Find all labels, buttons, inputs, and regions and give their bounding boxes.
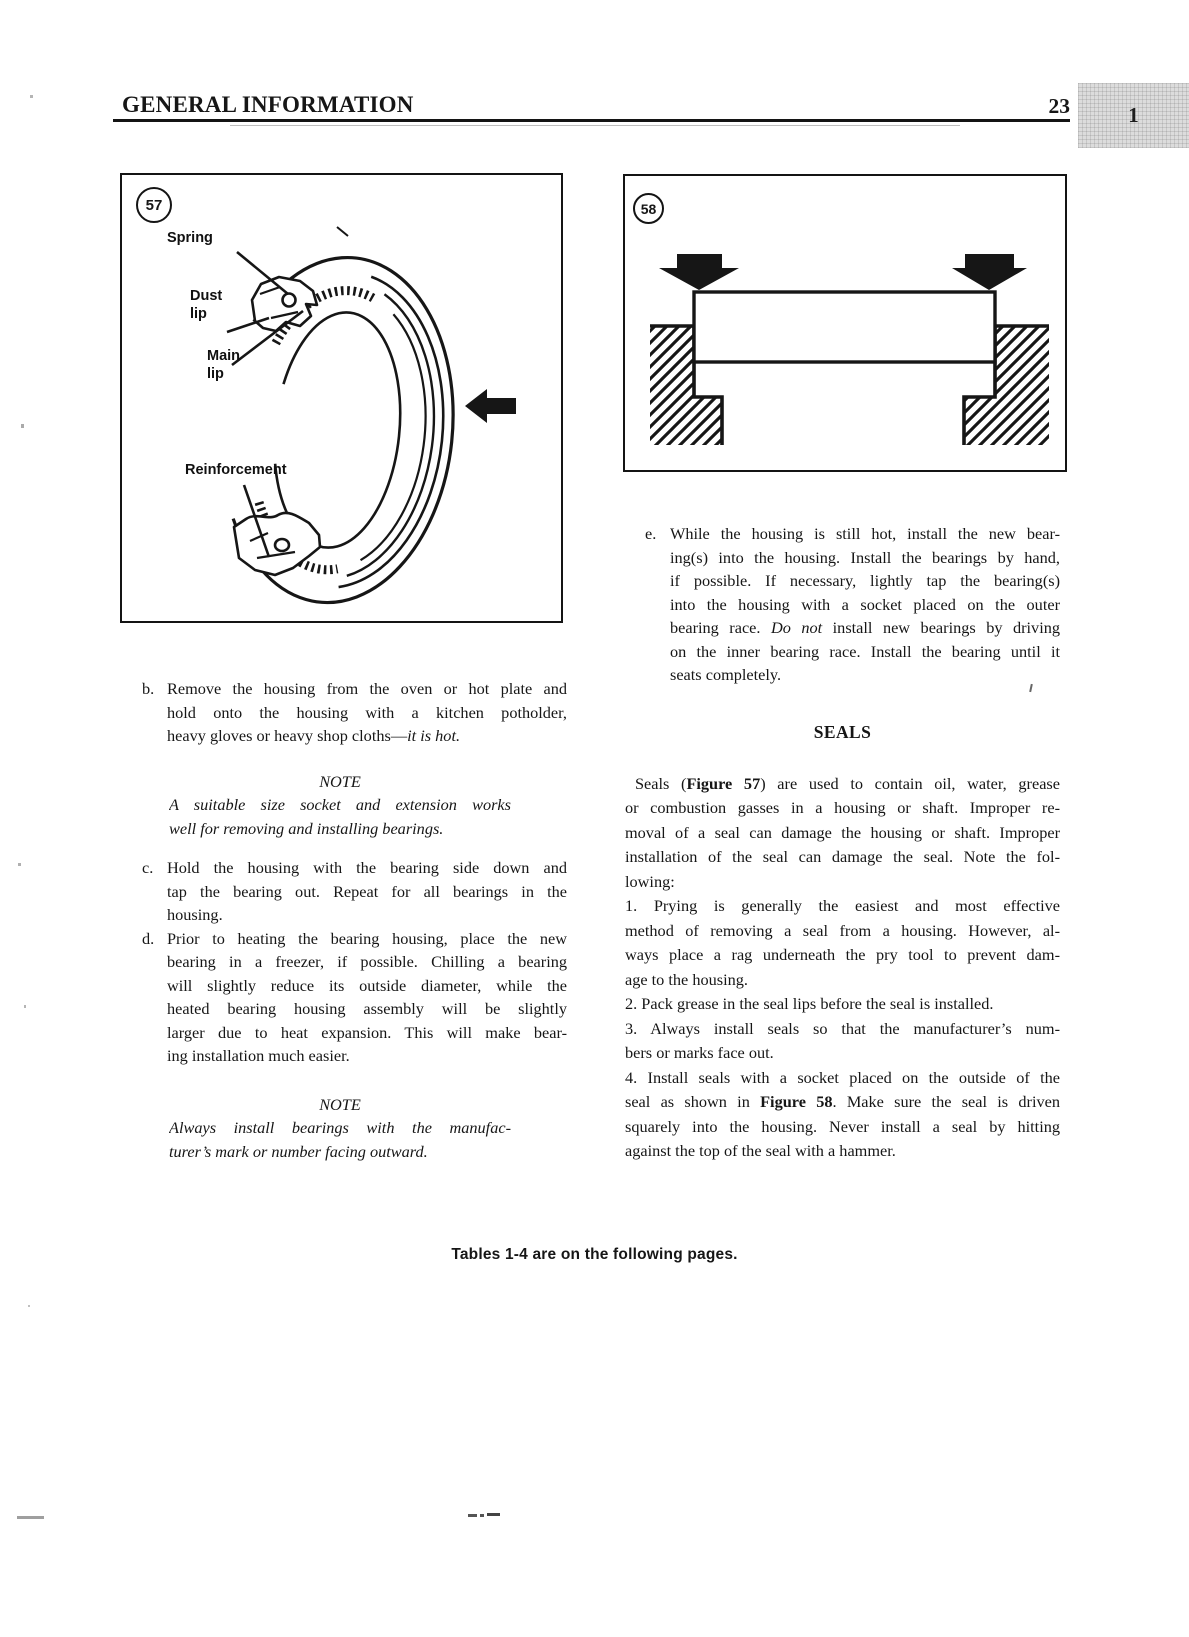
text-line (167, 724, 567, 748)
text-run: A suitable size socket and extension works (169, 795, 511, 814)
text-run: method of removing a seal from a housing. However, al- (625, 920, 1060, 940)
text-line (167, 701, 567, 725)
text-line (625, 845, 1060, 870)
text-line (167, 927, 567, 951)
label-text: lip (190, 306, 207, 322)
text-run: or combustion gasses in a housing or shaft. Improper re- (625, 798, 1060, 817)
note-title: NOTE (319, 1094, 361, 1114)
label-text: Spring (167, 230, 213, 246)
text-run: age to the housing. (625, 969, 748, 989)
down-arrow-left-icon (659, 254, 739, 290)
text-line (625, 772, 1060, 797)
seal-bar (694, 292, 995, 362)
text-line (169, 817, 511, 841)
text-run: into the housing with a socket placed on the outer (670, 594, 1060, 614)
scan-artifact (487, 1513, 500, 1516)
text-run: tap the bearing out. Repeat for all bearings in the (167, 881, 567, 901)
text-run: bearing race. (670, 618, 771, 637)
step-c (142, 856, 567, 927)
page-title: GENERAL INFORMATION (122, 92, 414, 117)
figure-label-main-lip (207, 347, 240, 383)
text-run: hold onto the housing with a kitchen potholder, (167, 702, 567, 722)
figure-number-badge (136, 187, 172, 223)
seal-point-2 (625, 992, 1060, 1017)
text-run: 3. Always install seals so that the manufacturer’s num- (625, 1018, 1060, 1038)
scan-artifact (468, 1514, 477, 1517)
text-run: Remove the housing from the oven or hot plate and (167, 679, 567, 698)
figure-58 (623, 174, 1067, 472)
text-run: it is hot. (407, 726, 461, 745)
label-text: Main (207, 348, 241, 364)
right-column (625, 522, 1060, 1164)
figure-number: 58 (640, 200, 657, 217)
figure-label-dust-lip (190, 287, 222, 323)
seals-intro (625, 772, 1060, 895)
figure-label-spring (167, 229, 213, 247)
text-line (625, 1115, 1060, 1140)
scan-artifact (17, 1516, 44, 1519)
text-run: well for removing and installing bearings. (169, 818, 444, 838)
scan-artifact (30, 95, 33, 98)
scan-artifact (21, 424, 24, 428)
text-line (625, 992, 1060, 1017)
text-run: turer’s mark or number facing outward. (169, 1141, 428, 1161)
stray-scan-mark (337, 227, 348, 236)
down-arrow-right-icon (952, 254, 1027, 290)
scan-artifact (480, 1514, 484, 1517)
text-run: lowing: (625, 871, 675, 891)
text-run: Figure 58 (760, 1092, 833, 1111)
text-line (167, 950, 567, 974)
figure-57 (120, 173, 563, 623)
text-line (670, 593, 1060, 617)
figure-label-reinforcement (185, 461, 287, 479)
text-line (670, 569, 1060, 593)
seal-face-line-2 (347, 293, 448, 583)
text-line (169, 1116, 511, 1140)
label-text: lip (207, 366, 224, 382)
text-line (625, 1017, 1060, 1042)
text-line (670, 522, 1060, 546)
header-rule-shadow (230, 125, 960, 126)
text-line (167, 880, 567, 904)
text-line (670, 640, 1060, 664)
header-rule (113, 119, 1070, 122)
text-run: seal as shown in (625, 1092, 761, 1111)
text-run: on the inner bearing race. Install the bearing until it (670, 641, 1060, 661)
text-line (167, 1021, 567, 1045)
text-line (670, 616, 1060, 640)
figure-number: 57 (145, 196, 163, 214)
text-line (167, 997, 567, 1021)
left-column (142, 677, 567, 1163)
text-run: squarely into the housing. Never install a seal by hitting (625, 1116, 1060, 1136)
step-e (625, 522, 1060, 687)
note-bearing-mark (169, 1093, 511, 1164)
label-text: Dust (190, 288, 223, 304)
text-run: install new bearings by driving (822, 618, 1060, 637)
text-run: Seals ( (635, 773, 687, 793)
text-run: bers or marks face out. (625, 1043, 774, 1062)
seal-point-3 (625, 1017, 1060, 1066)
text-run: ) are used to contain oil, water, grease (760, 773, 1060, 793)
text-run: installation of the seal can damage the seal. Note the fol- (625, 847, 1060, 866)
text-run: ing installation much easier. (167, 1046, 350, 1065)
text-run: ing(s) into the housing. Install the bearings by hand, (670, 547, 1060, 567)
text-line (625, 919, 1060, 944)
text-line (167, 974, 567, 998)
text-line (625, 943, 1060, 968)
text-run: Prior to heating the bearing housing, place the new (167, 928, 567, 948)
text-run: 4. Install seals with a socket placed on the outside of the (625, 1067, 1060, 1087)
text-run: will slightly reduce its outside diameter, while the (167, 975, 567, 995)
text-line (625, 894, 1060, 919)
text-run: larger due to heat expansion. This will make bear- (167, 1022, 567, 1042)
text-line (169, 1140, 511, 1164)
text-run: Hold the housing with the bearing side down and (167, 858, 567, 877)
text-run: seats completely. (670, 665, 782, 684)
list-marker: d. (142, 928, 155, 948)
scan-artifact (28, 1305, 30, 1307)
footer-note: Tables 1-4 are on the following pages. (451, 1246, 738, 1263)
note-title: NOTE (319, 771, 361, 791)
text-run: 1. Prying is generally the easiest and most effective (625, 896, 1060, 915)
list-marker: e. (645, 524, 657, 543)
step-d (142, 927, 567, 1068)
text-run: heavy gloves or heavy shop cloths— (167, 726, 408, 745)
seal-installation-illustration (625, 176, 1064, 469)
list-marker: b. (142, 679, 155, 698)
section-heading-seals: SEALS (813, 721, 872, 742)
chapter-tab-label: 1 (1128, 103, 1139, 127)
text-run: bearing in a freezer, if possible. Chilling a bearing (167, 952, 567, 971)
text-line (625, 1066, 1060, 1091)
label-text: Reinforcement (185, 462, 287, 478)
text-line (670, 546, 1060, 570)
scan-artifact (24, 1005, 26, 1008)
text-run: Do not (770, 618, 823, 637)
text-run: ways place a rag underneath the pry tool to prevent dam- (625, 945, 1060, 964)
text-line (167, 1044, 567, 1068)
page-number: 23 (1048, 94, 1070, 118)
spring-detail-lower (275, 539, 289, 551)
text-line (670, 663, 1060, 687)
text-line (167, 903, 567, 927)
text-line (625, 796, 1060, 821)
text-line (625, 1139, 1060, 1164)
text-line (625, 870, 1060, 895)
text-line (169, 793, 511, 817)
text-line (625, 1041, 1060, 1066)
text-line (625, 1090, 1060, 1115)
step-b (142, 677, 567, 748)
list-marker: c. (142, 858, 154, 877)
text-run: heated bearing housing assembly will be slightly (167, 999, 567, 1018)
seal-point-1 (625, 894, 1060, 992)
left-arrow-icon (465, 389, 516, 423)
text-run: . Make sure the seal is driven (832, 1092, 1060, 1111)
text-run: While the housing is still hot, install the new bear- (670, 524, 1060, 543)
text-run: moval of a seal can damage the housing or shaft. Improper (625, 822, 1060, 842)
text-line (625, 821, 1060, 846)
chapter-tab (1078, 83, 1189, 148)
text-line (167, 677, 567, 701)
figure-number-badge (633, 193, 664, 224)
text-run: housing. (167, 905, 223, 924)
text-run: against the top of the seal with a hammer. (625, 1141, 896, 1160)
text-run: Always install bearings with the manufac- (169, 1118, 511, 1137)
text-run: Figure 57 (686, 773, 761, 793)
text-line (167, 856, 567, 880)
spring-detail (283, 294, 296, 307)
scan-artifact (18, 863, 21, 866)
text-run: if possible. If necessary, lightly tap the bearing(s) (670, 571, 1060, 590)
text-line (625, 968, 1060, 993)
seal-point-4 (625, 1066, 1060, 1164)
text-run: 2. Pack grease in the seal lips before the seal is installed. (625, 994, 994, 1013)
note-socket (169, 770, 511, 841)
